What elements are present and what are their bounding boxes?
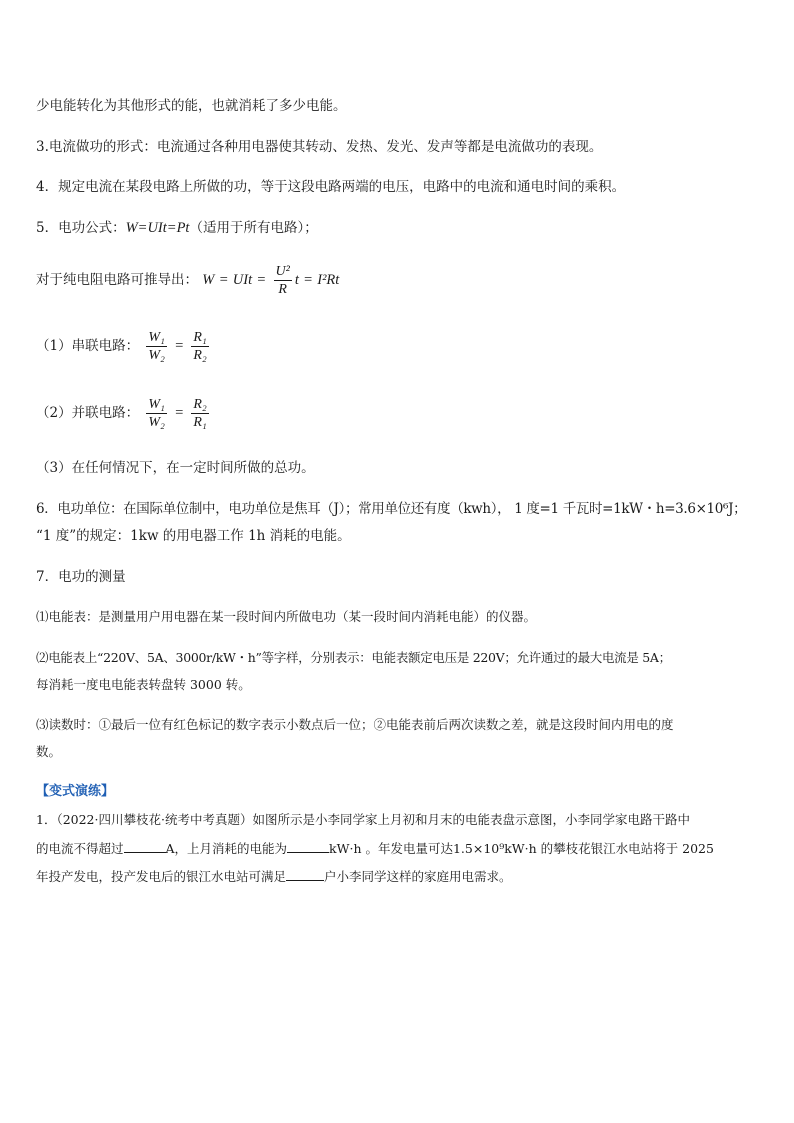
text-line-continuation: 少电能转化为其他形式的能，也就消耗了多少电能。 [36, 98, 347, 114]
pure-resistor-formula-line [36, 262, 339, 298]
fraction-numerator: W₁ [148, 397, 165, 412]
question-1-line-2 [36, 838, 714, 859]
text-line-total-work: （3）在任何情况下，在一定时间所做的总功。 [36, 460, 315, 476]
fraction-w1-over-w2 [146, 396, 167, 431]
fraction-denominator: R₁ [193, 415, 207, 430]
answer-blank-energy[interactable] [287, 838, 329, 853]
fraction-numerator: W₁ [148, 330, 165, 345]
series-circuit-line [36, 328, 212, 364]
question-1-line-1: 1．（2022·四川攀枝花·统考中考真题）如图所示是小李同学家上月初和月末的电能表盘示意图，小李同学家电路干路中 [36, 812, 690, 827]
fraction-r1-over-r2 [191, 329, 208, 364]
answer-blank-households[interactable] [286, 866, 324, 881]
formula-note: （适用于所有电路）； [189, 220, 318, 236]
parallel-label: （2）并联电路： [36, 405, 140, 421]
question-text: A，上月消耗的电能为 [165, 841, 288, 856]
fraction-denominator: W₂ [148, 348, 165, 363]
question-text: kW·h 。年发电量可达1.5×10⁹kW·h 的攀枝花银江水电站将于 2025 [329, 841, 714, 856]
fraction-denominator: R₂ [193, 348, 207, 363]
text-line-degree-definition: “1 度”的规定：1kw 的用电器工作 1h 消耗的电能。 [36, 528, 351, 544]
fraction-denominator: W₂ [148, 415, 165, 430]
text-line-meter-ratings: ⑵电能表上“220V、5A、3000r/kW・h”等字样，分别表示：电能表额定电压是 220V；允许通过的最大电流是 5A； [36, 650, 671, 665]
text-line-meter-revolutions: 每消耗一度电电能表转盘转 3000 转。 [36, 677, 251, 692]
parallel-circuit-line [36, 395, 212, 431]
pure-resistor-label: 对于纯电阻电路可推导出： [36, 272, 198, 288]
formula-eq-2: = [256, 272, 267, 288]
fraction-u2-over-r [274, 263, 292, 298]
series-label: （1）串联电路： [36, 338, 140, 354]
text-line-point-4: 4．规定电流在某段电路上所做的功，等于这段电路两端的电压，电路中的电流和通电时间的乘积。 [36, 179, 626, 195]
formula-eq: = [174, 338, 185, 354]
text-line-reading-rule: ⑶读数时：①最后一位有红色标记的数字表示小数点后一位；②电能表前后两次读数之差，就是这段时间内用电的度 [36, 717, 674, 732]
fraction-denominator: R [278, 282, 287, 297]
question-text: 的电流不得超过 [36, 841, 124, 856]
formula-eq: = [174, 405, 185, 421]
text-line-meter-definition: ⑴电能表：是测量用户用电器在某一段时间内所做电功（某一段时间内消耗电能）的仪器。 [36, 609, 537, 624]
fraction-w1-over-w2 [146, 329, 167, 364]
text-line-point-6: 6．电功单位：在国际单位制中，电功单位是焦耳（J）；常用单位还有度（kwh）， 1 度=1 千瓦时=1kW・h=3.6×10⁶J； [36, 501, 747, 517]
text-line-point-3: 3.电流做功的形式：电流通过各种用电器使其转动、发热、发光、发声等都是电流做功的表现。 [36, 139, 603, 155]
question-1-line-3 [36, 866, 512, 887]
formula-label: 5．电功公式： [36, 220, 126, 236]
question-text: 年投产发电，投产发电后的银江水电站可满足 [36, 869, 287, 884]
fraction-numerator: R₂ [193, 397, 207, 412]
fraction-numerator: R₁ [193, 330, 207, 345]
formula-eq-1: = [218, 272, 229, 288]
exercise-heading: 【变式演练】 [36, 784, 115, 799]
formula-eq-3: = [303, 272, 313, 288]
question-text: 户小李同学这样的家庭用电需求。 [324, 869, 512, 884]
text-line-point-7: 7．电功的测量 [36, 569, 126, 585]
formula-UIt: UIt [232, 272, 253, 288]
fraction-numerator: U² [275, 264, 290, 279]
work-formula: W=UIt=Pt [125, 220, 190, 236]
formula-W: W [202, 272, 215, 288]
answer-blank-current[interactable] [124, 838, 166, 853]
fraction-r2-over-r1 [191, 396, 208, 431]
formula-I2Rt: I²Rt [317, 272, 340, 288]
text-line-reading-rule-end: 数。 [36, 744, 62, 759]
text-line-point-5 [36, 218, 318, 238]
formula-t: t [294, 272, 299, 288]
